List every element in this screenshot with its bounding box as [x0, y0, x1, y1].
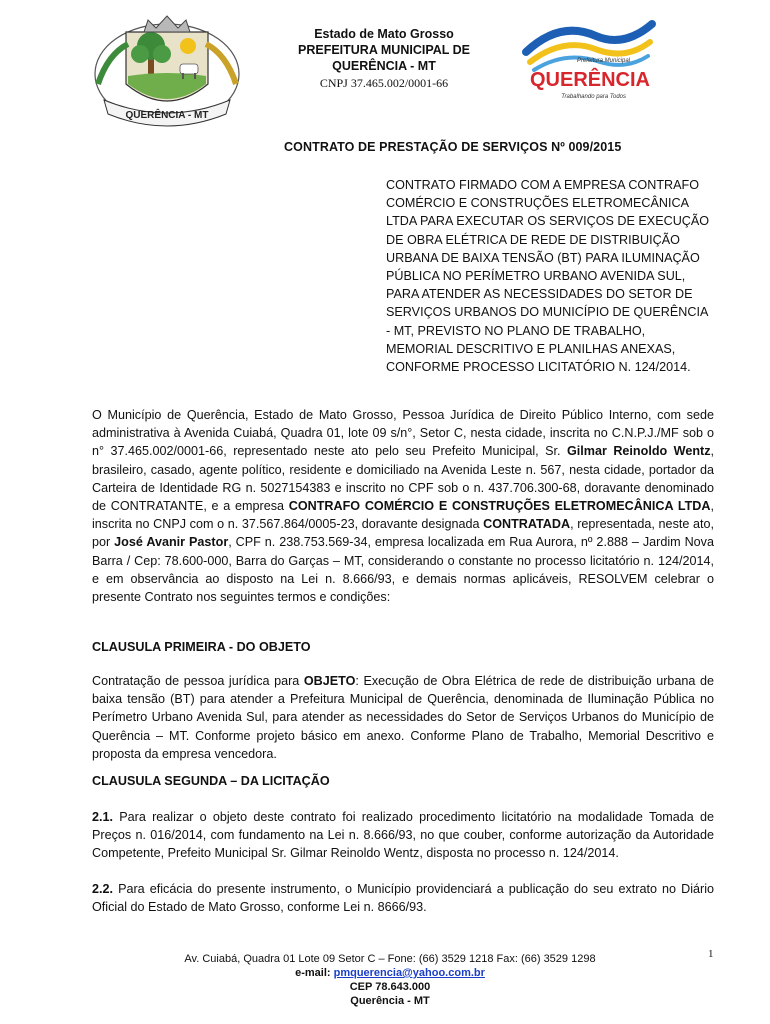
object-label: OBJETO — [303, 674, 356, 688]
summary-line: COMÉRCIO E CONSTRUÇÕES ELETROMECÂNICA — [386, 196, 689, 211]
summary-line: SERVIÇOS URBANOS DO MUNICÍPIO DE QUERÊNCIA — [386, 305, 709, 320]
logo-tagline-text: Trabalhando para Todos — [561, 94, 626, 100]
item-number: 2.1. — [92, 810, 114, 824]
summary-line: CONFORME PROCESSO LICITATÓRIO N. 124/2014. — [386, 360, 691, 375]
clause-heading: CLAUSULA SEGUNDA – DA LICITAÇÃO — [92, 774, 330, 788]
contractor-name: CONTRAFO COMÉRCIO E CONSTRUÇÕES ELETROMECÂNICA LTDA — [288, 499, 711, 514]
clause-paragraph — [92, 672, 714, 763]
contracted-label: CONTRATADA — [483, 517, 571, 532]
summary-line: PÚBLICA NO PERÍMETRO URBANO AVENIDA SUL, — [386, 269, 686, 284]
preamble-text: O Município de Querência, Estado de Mato Grosso, Pessoa Jurídica de Direito Público Interno, com sede administrativa à Avenida Cuiabá, Quadra 01, lote 09 s/n°, Setor C, nesta cidade, inscrita no C.N.P.J./MF sob o n° 37.465.002/0001-66, representado neste ato pelo seu Prefeito Municipal, Sr. — [92, 408, 714, 459]
clause-item — [92, 880, 714, 916]
summary-line: PARA ATENDER AS NECESSIDADES DO SETOR DE — [386, 287, 693, 302]
letterhead-text — [268, 26, 500, 91]
item-number: 2.2. — [92, 882, 114, 896]
footer-address: Av. Cuiabá, Quadra 01 Lote 09 Setor C – Fone: (66) 3529 1218 Fax: (66) 3529 1298 — [184, 953, 596, 965]
page-number: 1 — [708, 948, 714, 960]
summary-line: - MT, PREVISTO NO PLANO DE TRABALHO, — [386, 323, 646, 338]
logo-main-text: QUERÊNCIA — [529, 69, 651, 91]
contract-title: CONTRATO DE PRESTAÇÃO DE SERVIÇOS Nº 009/2015 — [284, 140, 622, 154]
email-label: e-mail: — [295, 967, 334, 979]
preamble-text: , inscrita no CNPJ com o n. 37.567.864/0005-23, doravante designada — [92, 499, 714, 532]
email-link[interactable]: pmquerencia@yahoo.com.br — [333, 967, 485, 979]
logo-small-text: Prefeitura Municipal — [576, 58, 630, 64]
summary-line: MEMORIAL DESCRITIVO E PLANILHAS ANEXAS, — [386, 341, 676, 356]
clause-text: Para eficácia do presente instrumento, o Município providenciará a publicação do seu extrato no Diário Oficial do Estado de Mato Grosso, conforme Lei n. 8666/93. — [92, 882, 714, 915]
cnpj-number: CNPJ 37.465.002/0001-66 — [319, 76, 449, 90]
preamble-text: , brasileiro, casado, agente político, residente e domiciliado na Avenida Leste n. 567, nesta cidade, portador da Carteira de Identidade RG n. 5027154383 e inscrito no CPF sob o n. 437.706.300-68, doravante denominado de CONTRATANTE, e a empresa — [92, 444, 715, 514]
municipal-crest-icon — [88, 14, 246, 132]
preamble-text: , CPF n. 238.753.569-34, empresa localizada em Rua Aurora, nº 2.888 – Jardim Nova Barra / Cep: 78.600-000, Barra do Garças – MT, considerando o constante no processo licitatório n. 124/2014, e em observância ao disposto na Lei n. 8.666/93, e demais normas aplicáveis, RESOLVEM celebrar o presente Contrato nos seguintes termos e condições: — [92, 535, 714, 605]
prefecture-name: PREFEITURA MUNICIPAL DE — [298, 43, 470, 57]
crest-ribbon-text: QUERÊNCIA - MT — [125, 110, 209, 121]
state-name: Estado de Mato Grosso — [314, 27, 454, 41]
footer — [110, 952, 670, 1008]
summary-line: DE OBRA ELÉTRICA DE REDE DE DISTRIBUIÇÃO — [386, 232, 680, 247]
representative-name: José Avanir Pastor — [114, 535, 229, 550]
clause-item — [92, 808, 714, 863]
mayor-name: Gilmar Reinoldo Wentz — [566, 444, 711, 459]
summary-line: LTDA PARA EXECUTAR OS SERVIÇOS DE EXECUÇÃO — [386, 214, 710, 229]
preamble-paragraph — [92, 406, 714, 606]
municipality-name: QUERÊNCIA - MT — [332, 59, 436, 73]
footer-email-line — [110, 966, 670, 980]
clause-heading: CLAUSULA PRIMEIRA - DO OBJETO — [92, 640, 311, 654]
letterhead — [0, 0, 770, 130]
preamble-text: , representada, neste ato, por — [92, 517, 714, 550]
footer-city: Querência - MT — [350, 995, 430, 1007]
summary-line: URBANA DE BAIXA TENSÃO (BT) PARA ILUMINAÇÃO — [386, 250, 700, 265]
footer-cep: CEP 78.643.000 — [349, 981, 431, 993]
clause-text: Contratação de pessoa jurídica para — [92, 674, 304, 688]
summary-line: CONTRATO FIRMADO COM A EMPRESA CONTRAFO — [386, 178, 700, 192]
clause-text: : Execução de Obra Elétrica de rede de distribuição urbana de baixa tensão (BT) para atender a Prefeitura Municipal de Querência, denominada de Iluminação Pública no Perímetro Urbano Avenida Sul, para atender as necessidades do Setor de Serviços Urbanos do Município de Querência – MT. Conforme projeto básico em anexo. Conforme Plano de Trabalho, Memorial Descritivo e proposta da empresa vencedora. — [92, 674, 714, 761]
contract-summary — [386, 176, 716, 376]
clause-text: Para realizar o objeto deste contrato foi realizado procedimento licitatório na modalidade Tomada de Preços n. 016/2014, com fundamento na Lei n. 8.666/93, no que couber, conforme autorização da Autoridade Competente, Prefeito Municipal Sr. Gilmar Reinoldo Wentz, disposta no processo n. 124/2014. — [92, 810, 714, 861]
prefecture-logo-icon — [520, 14, 660, 106]
